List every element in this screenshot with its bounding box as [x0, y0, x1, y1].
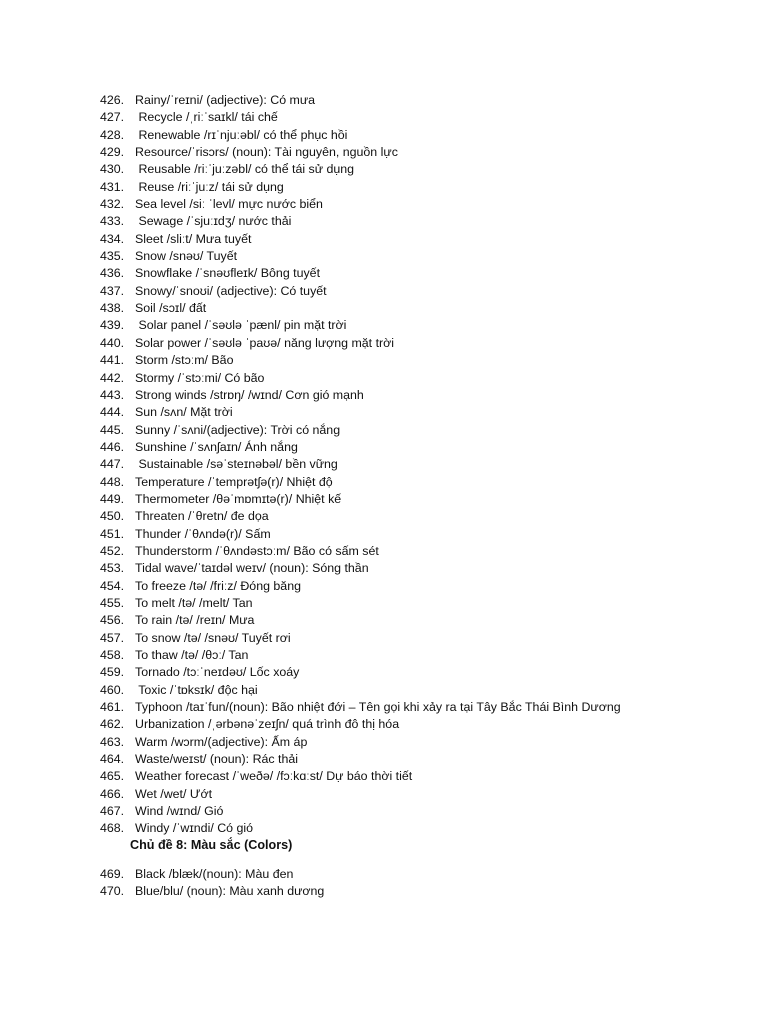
entry-text: Black /blæk/(noun): Màu đen — [135, 867, 294, 881]
entry-number: 438. — [100, 301, 125, 316]
vocab-entry — [100, 508, 621, 525]
entry-number: 461. — [100, 700, 125, 715]
vocab-entry — [100, 283, 621, 300]
entry-text: Wind /wɪnd/ Gió — [135, 804, 224, 819]
entry-text: Typhoon /taɪˈfun/(noun): Bão nhiệt đới – Tên gọi khi xảy ra tại Tây Bắc Thái Bình Dương — [135, 700, 621, 715]
entry-text: Urbanization /ˌərbənəˈzeɪʃn/ quá trình đô thị hóa — [135, 717, 400, 732]
entry-number: 447. — [100, 457, 125, 472]
entry-text: Weather forecast /ˈweðə/ /fɔːkɑːst/ Dự báo thời tiết — [135, 769, 413, 784]
vocabulary-list-colors — [100, 866, 324, 901]
section-heading: Chủ đề 8: Màu sắc (Colors) — [130, 838, 293, 852]
entry-text: To snow /tə/ /snəʊ/ Tuyết rơi — [135, 630, 291, 645]
entry-text: Warm /wɔrm/(adjective): Ấm áp — [135, 734, 308, 749]
entry-text: Reusable /riːˈjuːzəbl/ có thể tái sử dụng — [135, 162, 355, 177]
vocab-entry — [100, 560, 621, 577]
vocab-entry — [100, 630, 621, 647]
vocab-entry — [100, 491, 621, 508]
entry-text: To thaw /tə/ /θɔː/ Tan — [135, 648, 249, 662]
vocab-entry — [100, 699, 621, 716]
entry-text: Snow /snəʊ/ Tuyết — [135, 249, 238, 264]
entry-number: 453. — [100, 561, 125, 576]
entry-text: Blue/blu/ (noun): Màu xanh dương — [135, 884, 325, 899]
entry-text: Storm /stɔːm/ Bão — [135, 353, 234, 368]
vocab-entry — [100, 422, 621, 439]
entry-number: 469. — [100, 867, 125, 881]
entry-number: 430. — [100, 162, 125, 177]
vocab-entry — [100, 109, 621, 126]
entry-text: Rainy/ˈreɪni/ (adjective): Có mưa — [135, 93, 316, 107]
entry-number: 435. — [100, 249, 125, 264]
entry-text: Recycle /ˌriːˈsaɪkl/ tái chế — [135, 110, 278, 125]
vocab-entry — [100, 387, 621, 404]
entry-number: 441. — [100, 353, 125, 368]
entry-text: Thunderstorm /ˈθʌndəstɔːm/ Bão có sấm sét — [135, 543, 379, 558]
entry-number: 429. — [100, 145, 125, 160]
vocab-entry — [100, 196, 621, 213]
entry-number: 444. — [100, 405, 125, 420]
entry-number: 433. — [100, 214, 125, 229]
vocab-entry — [100, 526, 621, 543]
entry-text: Tidal wave/ˈtaɪdəl weɪv/ (noun): Sóng thần — [135, 561, 369, 576]
entry-text: Sunshine /ˈsʌnʃaɪn/ Ánh nắng — [135, 439, 298, 454]
entry-number: 454. — [100, 578, 125, 593]
vocab-entry — [100, 456, 621, 473]
vocab-entry — [100, 664, 621, 681]
entry-number: 458. — [100, 648, 125, 662]
entry-number: 431. — [100, 179, 125, 194]
entry-number: 443. — [100, 387, 125, 402]
entry-number: 450. — [100, 509, 125, 524]
vocab-entry — [100, 213, 621, 230]
vocab-entry — [100, 127, 621, 144]
entry-number: 428. — [100, 127, 125, 142]
entry-number: 436. — [100, 266, 125, 281]
entry-text: Sleet /sliːt/ Mưa tuyết — [135, 231, 252, 246]
entry-text: Sewage /ˈsjuːɪdʒ/ nước thải — [135, 214, 292, 229]
entry-text: Tornado /tɔːˈneɪdəʊ/ Lốc xoáy — [135, 665, 300, 680]
entry-number: 442. — [100, 370, 125, 385]
entry-text: Sun /sʌn/ Mặt trời — [135, 405, 233, 420]
entry-number: 427. — [100, 110, 125, 125]
vocab-entry — [100, 317, 621, 334]
entry-text: Solar panel /ˈsəʊlə ˈpænl/ pin mặt trời — [135, 318, 347, 333]
vocab-entry — [100, 716, 621, 733]
entry-text: Snowy/ˈsnoʊi/ (adjective): Có tuyết — [135, 283, 327, 298]
entry-number: 440. — [100, 335, 125, 350]
entry-number: 455. — [100, 595, 125, 610]
vocab-entry — [100, 370, 621, 387]
entry-text: Wet /wet/ Ướt — [135, 786, 213, 801]
vocab-entry — [100, 786, 621, 803]
entry-number: 445. — [100, 422, 125, 437]
entry-text: Snowflake /ˈsnəʊfleɪk/ Bông tuyết — [135, 266, 321, 281]
entry-number: 452. — [100, 543, 125, 558]
entry-number: 432. — [100, 197, 125, 212]
entry-number: 465. — [100, 769, 125, 784]
vocab-entry — [100, 682, 621, 699]
entry-number: 464. — [100, 752, 125, 767]
entry-text: Thunder /ˈθʌndə(r)/ Sấm — [135, 526, 271, 541]
vocab-entry — [100, 883, 324, 900]
vocab-entry — [100, 595, 621, 612]
vocab-entry — [100, 335, 621, 352]
entry-number: 456. — [100, 613, 125, 628]
vocab-entry — [100, 820, 621, 837]
vocab-entry — [100, 866, 324, 883]
entry-text: Soil /sɔɪl/ đất — [135, 301, 207, 316]
entry-number: 449. — [100, 491, 125, 506]
entry-number: 462. — [100, 717, 125, 732]
entry-number: 439. — [100, 318, 125, 333]
entry-text: Sunny /ˈsʌni/(adjective): Trời có nắng — [135, 422, 341, 437]
entry-text: To melt /tə/ /melt/ Tan — [135, 595, 253, 610]
vocab-entry — [100, 803, 621, 820]
vocab-entry — [100, 179, 621, 196]
entry-number: 446. — [100, 439, 125, 454]
vocab-entry — [100, 352, 621, 369]
entry-text: Stormy /ˈstɔːmi/ Có bão — [135, 370, 265, 385]
entry-number: 460. — [100, 682, 125, 697]
entry-number: 467. — [100, 804, 125, 819]
entry-number: 451. — [100, 526, 125, 541]
vocab-entry — [100, 474, 621, 491]
vocab-entry — [100, 300, 621, 317]
vocab-entry — [100, 439, 621, 456]
entry-number: 434. — [100, 231, 125, 246]
entry-text: Sea level /siː ˈlevl/ mực nước biển — [135, 197, 323, 212]
vocab-entry — [100, 248, 621, 265]
entry-text: To freeze /tə/ /friːz/ Đóng băng — [135, 578, 301, 593]
entry-number: 437. — [100, 283, 125, 298]
vocab-entry — [100, 543, 621, 560]
vocab-entry — [100, 578, 621, 595]
entry-text: Sustainable /səˈsteɪnəbəl/ bền vững — [135, 457, 338, 472]
entry-text: Resource/ˈrisɔrs/ (noun): Tài nguyên, nguồn lực — [135, 145, 398, 160]
vocab-entry — [100, 161, 621, 178]
entry-number: 470. — [100, 884, 125, 899]
entry-text: Strong winds /strɒŋ/ /wɪnd/ Cơn gió mạnh — [135, 387, 364, 402]
entry-text: Waste/weɪst/ (noun): Rác thải — [135, 752, 299, 767]
vocab-entry — [100, 612, 621, 629]
entry-number: 466. — [100, 786, 125, 801]
entry-number: 448. — [100, 474, 125, 489]
vocab-entry — [100, 647, 621, 664]
entry-text: Windy /ˈwɪndi/ Có gió — [135, 821, 254, 836]
entry-number: 468. — [100, 821, 125, 836]
entry-text: Temperature /ˈtemprətʃə(r)/ Nhiệt độ — [135, 474, 333, 489]
entry-number: 426. — [100, 93, 125, 107]
vocab-entry — [100, 144, 621, 161]
vocab-entry — [100, 768, 621, 785]
entry-number: 463. — [100, 734, 125, 749]
entry-text: Toxic /ˈtɒksɪk/ độc hại — [135, 682, 258, 697]
vocab-entry — [100, 231, 621, 248]
vocab-entry — [100, 265, 621, 282]
entry-text: Renewable /rɪˈnjuːəbl/ có thể phục hồi — [135, 127, 348, 142]
entry-text: Thermometer /θəˈmɒmɪtə(r)/ Nhiệt kế — [135, 491, 342, 506]
vocab-entry — [100, 92, 621, 109]
entry-number: 459. — [100, 665, 125, 680]
entry-text: To rain /tə/ /reɪn/ Mưa — [135, 613, 255, 628]
vocabulary-list-weather — [100, 92, 621, 838]
entry-text: Reuse /riːˈjuːz/ tái sử dụng — [135, 179, 284, 194]
vocab-entry — [100, 404, 621, 421]
entry-text: Threaten /ˈθretn/ đe dọa — [135, 509, 269, 524]
entry-number: 457. — [100, 630, 125, 645]
vocab-entry — [100, 751, 621, 768]
vocab-entry — [100, 734, 621, 751]
entry-text: Solar power /ˈsəʊlə ˈpaʊə/ năng lượng mặt trời — [135, 335, 395, 350]
